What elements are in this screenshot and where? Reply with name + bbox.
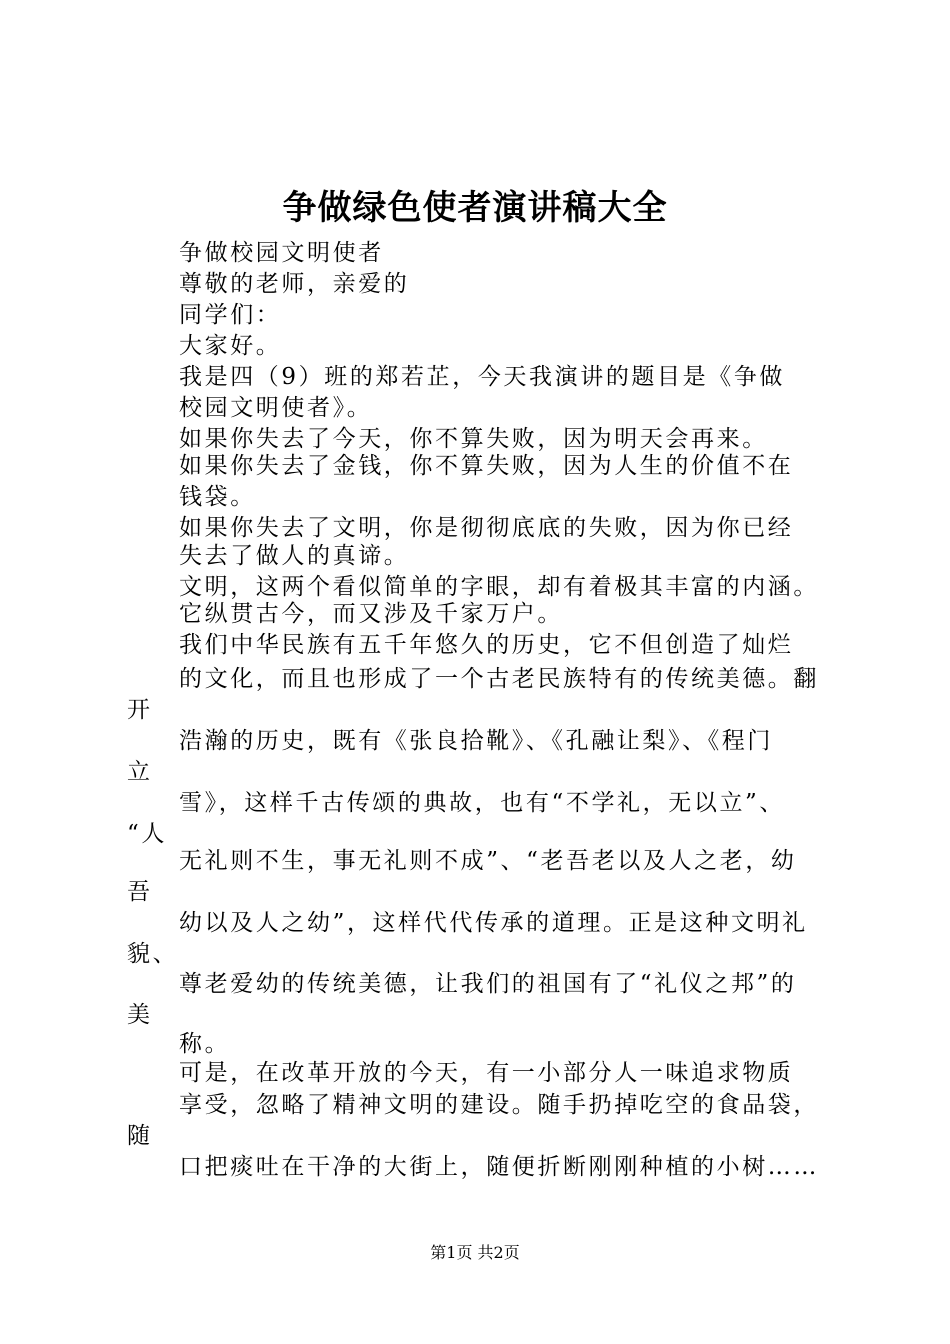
- page-number-footer: 第1页 共2页: [430, 1243, 520, 1262]
- body-line: 无礼则不生，事无礼则不成”、“老吾老以及人之老，幼: [179, 848, 797, 874]
- body-line: 随: [127, 1123, 153, 1149]
- body-line: 它纵贯古今，而又涉及千家万户。: [179, 601, 563, 627]
- body-line: “人: [127, 821, 167, 847]
- body-line: 雪》，这样千古传颂的典故，也有“不学礼，无以立”、: [179, 790, 786, 816]
- body-line: 的文化，而且也形成了一个古老民族特有的传统美德。翻: [179, 666, 819, 692]
- body-line: 幼以及人之幼”，这样代代传承的道理。正是这种文明礼: [179, 910, 808, 936]
- body-line: 文明，这两个看似简单的字眼，却有着极其丰富的内涵。: [179, 574, 819, 600]
- body-line: 如果你失去了今天，你不算失败，因为明天会再来。: [179, 426, 768, 452]
- body-line: 口把痰吐在干净的大街上，随便折断刚刚种植的小树……: [179, 1154, 819, 1180]
- body-line: 失去了做人的真谛。: [179, 543, 410, 569]
- body-line: 开: [127, 697, 153, 723]
- body-line: 大家好。: [179, 333, 282, 359]
- body-line: 浩瀚的历史，既有《张良拾靴》、《孔融让梨》、《程门: [179, 728, 773, 754]
- body-line: 校园文明使者》。: [179, 395, 373, 421]
- body-line: 尊老爱幼的传统美德，让我们的祖国有了“礼仪之邦”的: [179, 971, 797, 997]
- body-line: 貌、: [127, 941, 179, 967]
- body-line: 美: [127, 1002, 153, 1028]
- body-line: 尊敬的老师，亲爱的: [179, 271, 410, 297]
- body-line: 可是，在改革开放的今天，有一小部分人一味追求物质: [179, 1060, 794, 1086]
- body-line: 立: [127, 759, 153, 785]
- body-line: 我是四（9）班的郑若芷，今天我演讲的题目是《争做: [179, 364, 786, 390]
- body-line: 称。: [179, 1031, 231, 1057]
- body-line: 享受，忽略了精神文明的建设。随手扔掉吃空的食品袋，: [179, 1092, 819, 1118]
- body-line: 我们中华民族有五千年悠久的历史，它不但创造了灿烂: [179, 632, 794, 658]
- body-line: 如果你失去了金钱，你不算失败，因为人生的价值不在: [179, 453, 794, 479]
- body-line: 如果你失去了文明，你是彻彻底底的失败，因为你已经: [179, 515, 794, 541]
- body-line: 吾: [127, 879, 153, 905]
- body-line: 钱袋。: [179, 484, 256, 510]
- body-line: 争做校园文明使者: [179, 240, 384, 266]
- document-title: 争做绿色使者演讲稿大全: [282, 188, 668, 228]
- body-line: 同学们：: [179, 302, 282, 328]
